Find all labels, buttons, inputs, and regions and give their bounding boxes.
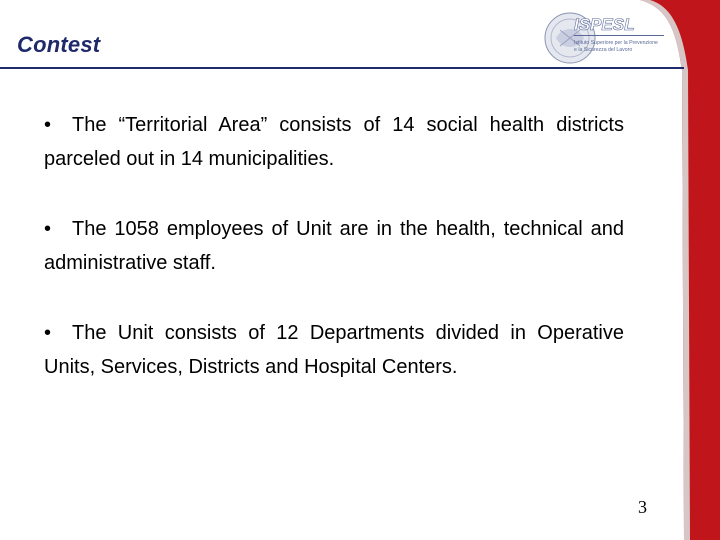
ispesl-logo [538,8,678,66]
bullet-item [44,108,624,176]
slide-title: Contest [17,32,101,57]
bullet-marker: • [44,322,52,344]
bullet-item [44,316,624,384]
page-number: 3 [638,497,647,517]
logo-brand-text: ISPESL [574,15,635,34]
title-underline [0,67,684,69]
bullet-text: The Unit consists of 12 Departments divided in Operative Units, Services, Districts and Hospital Centers. [44,322,624,378]
logo-subtitle-1: Istituto Superiore per la Prevenzione [574,40,658,46]
bullet-marker: • [44,114,52,136]
bullet-list [44,108,624,420]
bullet-marker: • [44,218,52,240]
bullet-item [44,212,624,280]
logo-subtitle-2: e la Sicurezza del Lavoro [574,47,633,53]
bullet-text: The 1058 employees of Unit are in the health, technical and administrative staff. [44,218,624,274]
bullet-text: The “Territorial Area” consists of 14 social health districts parceled out in 14 municipalities. [44,114,624,170]
